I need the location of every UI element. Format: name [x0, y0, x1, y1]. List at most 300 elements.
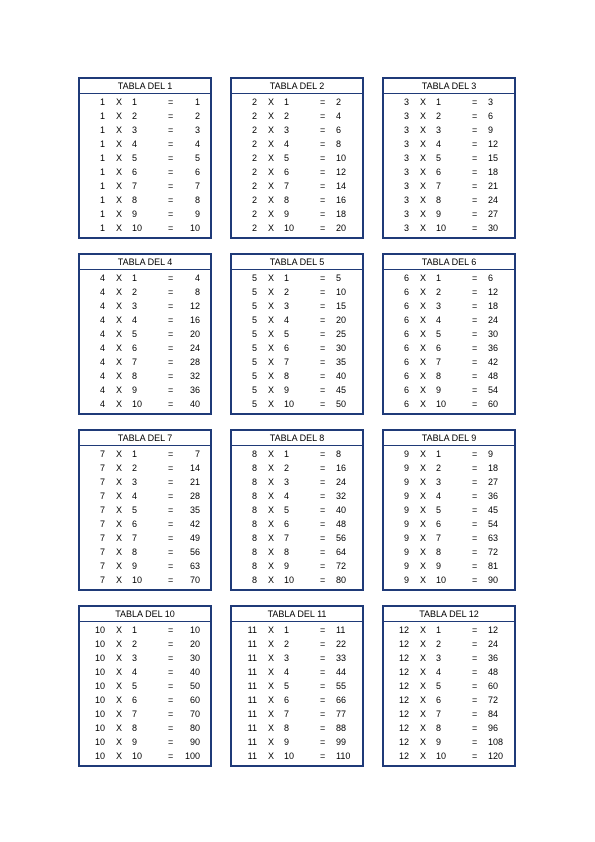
times-sign: X [268, 667, 275, 677]
times-sign: X [420, 547, 427, 557]
table-row [232, 707, 362, 721]
table-row [80, 735, 210, 749]
equals-sign: = [168, 167, 174, 177]
equals-sign: = [168, 301, 174, 311]
multiplicand: 4 [99, 385, 105, 395]
times-sign: X [420, 519, 427, 529]
multiplicand: 2 [251, 223, 257, 233]
product: 25 [336, 329, 347, 339]
multiplicand: 4 [99, 315, 105, 325]
equals-sign: = [472, 449, 478, 459]
product: 21 [488, 181, 499, 191]
equals-sign: = [168, 399, 174, 409]
table-row [80, 749, 210, 763]
table-row [384, 151, 514, 165]
multiplier: 9 [436, 737, 442, 747]
multiplier: 6 [436, 167, 442, 177]
multiplier: 9 [284, 737, 290, 747]
times-sign: X [268, 639, 275, 649]
multiplier: 3 [284, 653, 290, 663]
times-sign: X [268, 653, 275, 663]
table-row [232, 271, 362, 285]
equals-sign: = [168, 223, 174, 233]
times-sign: X [116, 653, 123, 663]
product: 18 [336, 209, 347, 219]
multiplier: 4 [436, 139, 442, 149]
times-sign: X [116, 491, 123, 501]
multiplier: 3 [132, 653, 138, 663]
product: 120 [488, 751, 504, 761]
multiplicand: 12 [398, 737, 409, 747]
table-row [384, 123, 514, 137]
equals-sign: = [320, 385, 326, 395]
equals-sign: = [320, 751, 326, 761]
product: 60 [488, 681, 499, 691]
table-row [384, 517, 514, 531]
product: 54 [488, 519, 499, 529]
multiplicand: 8 [251, 463, 257, 473]
multiplier: 4 [132, 491, 138, 501]
multiplier: 2 [284, 111, 290, 121]
multiplicand: 1 [99, 209, 105, 219]
table-row [232, 531, 362, 545]
equals-sign: = [472, 371, 478, 381]
multiplier: 10 [436, 751, 447, 761]
multiplicand: 7 [99, 491, 105, 501]
table-row [384, 179, 514, 193]
product: 6 [194, 167, 200, 177]
product: 55 [336, 681, 347, 691]
multiplier: 3 [436, 653, 442, 663]
multiplicand: 12 [398, 723, 409, 733]
times-sign: X [268, 561, 275, 571]
product: 15 [336, 301, 347, 311]
times-sign: X [420, 751, 427, 761]
times-sign: X [268, 449, 275, 459]
multiplier: 10 [284, 575, 295, 585]
multiplicand: 3 [403, 125, 409, 135]
table-row [232, 503, 362, 517]
times-sign: X [116, 195, 123, 205]
product: 10 [336, 287, 347, 297]
multiplier: 8 [284, 547, 290, 557]
multiplication-table [382, 77, 516, 239]
product: 9 [488, 125, 494, 135]
product: 81 [488, 561, 499, 571]
multiplicand: 7 [99, 505, 105, 515]
times-sign: X [268, 737, 275, 747]
table-row [384, 651, 514, 665]
equals-sign: = [168, 547, 174, 557]
product: 40 [189, 399, 200, 409]
equals-sign: = [168, 667, 174, 677]
multiplicand: 10 [94, 751, 105, 761]
table-row [80, 383, 210, 397]
table-row [80, 327, 210, 341]
product: 28 [189, 357, 200, 367]
multiplier: 2 [436, 287, 442, 297]
times-sign: X [116, 547, 123, 557]
times-sign: X [420, 399, 427, 409]
multiplicand: 7 [99, 449, 105, 459]
times-sign: X [116, 533, 123, 543]
table-row [232, 693, 362, 707]
times-sign: X [420, 681, 427, 691]
multiplicand: 8 [251, 491, 257, 501]
multiplication-table [382, 429, 516, 591]
table-row [80, 137, 210, 151]
equals-sign: = [472, 653, 478, 663]
multiplier: 7 [284, 533, 290, 543]
multiplier: 1 [436, 449, 442, 459]
equals-sign: = [168, 385, 174, 395]
multiplier: 1 [436, 97, 442, 107]
multiplicand: 3 [403, 139, 409, 149]
multiplicand: 7 [99, 561, 105, 571]
multiplier: 10 [284, 223, 295, 233]
table-title: TABLA DEL 10 [80, 607, 210, 622]
multiplicand: 2 [251, 111, 257, 121]
times-sign: X [116, 329, 123, 339]
multiplicand: 11 [247, 751, 257, 761]
times-sign: X [420, 709, 427, 719]
multiplier: 3 [132, 301, 138, 311]
multiplicand: 3 [403, 97, 409, 107]
equals-sign: = [168, 371, 174, 381]
equals-sign: = [320, 449, 326, 459]
equals-sign: = [168, 125, 174, 135]
multiplicand: 1 [99, 111, 105, 121]
multiplication-table [230, 77, 364, 239]
equals-sign: = [472, 399, 478, 409]
multiplicand: 1 [99, 195, 105, 205]
table-row [80, 397, 210, 411]
multiplicand: 10 [94, 653, 105, 663]
table-body [232, 446, 362, 589]
multiplicand: 11 [247, 625, 257, 635]
multiplicand: 6 [403, 343, 409, 353]
table-row [232, 369, 362, 383]
equals-sign: = [472, 519, 478, 529]
multiplicand: 11 [247, 723, 257, 733]
table-row [80, 271, 210, 285]
table-row [80, 707, 210, 721]
product: 36 [488, 343, 499, 353]
multiplicand: 1 [99, 223, 105, 233]
times-sign: X [420, 639, 427, 649]
multiplicand: 8 [251, 547, 257, 557]
multiplicand: 4 [99, 371, 105, 381]
table-row [384, 559, 514, 573]
multiplier: 4 [132, 667, 138, 677]
times-sign: X [268, 315, 275, 325]
product: 35 [336, 357, 347, 367]
multiplicand: 3 [403, 111, 409, 121]
equals-sign: = [320, 209, 326, 219]
multiplier: 8 [436, 195, 442, 205]
table-row [232, 651, 362, 665]
multiplier: 4 [436, 667, 442, 677]
table-row [80, 651, 210, 665]
multiplication-table [230, 429, 364, 591]
times-sign: X [268, 371, 275, 381]
product: 6 [488, 111, 494, 121]
table-row [384, 299, 514, 313]
multiplicand: 10 [94, 695, 105, 705]
times-sign: X [116, 287, 123, 297]
multiplicand: 5 [251, 371, 257, 381]
multiplier: 1 [132, 97, 138, 107]
product: 36 [189, 385, 200, 395]
equals-sign: = [472, 639, 478, 649]
times-sign: X [268, 209, 275, 219]
multiplicand: 6 [403, 357, 409, 367]
table-row [232, 749, 362, 763]
table-row [80, 95, 210, 109]
equals-sign: = [320, 625, 326, 635]
product: 70 [189, 575, 200, 585]
multiplicand: 12 [398, 639, 409, 649]
times-sign: X [420, 477, 427, 487]
multiplicand: 9 [403, 561, 409, 571]
product: 14 [189, 463, 200, 473]
equals-sign: = [472, 223, 478, 233]
equals-sign: = [320, 723, 326, 733]
multiplier: 2 [284, 639, 290, 649]
equals-sign: = [472, 463, 478, 473]
table-row [80, 221, 210, 235]
product: 100 [184, 751, 200, 761]
multiplier: 7 [436, 181, 442, 191]
multiplier: 2 [436, 111, 442, 121]
table-row [384, 221, 514, 235]
equals-sign: = [168, 343, 174, 353]
times-sign: X [420, 223, 427, 233]
times-sign: X [420, 301, 427, 311]
times-sign: X [116, 681, 123, 691]
table-row [232, 313, 362, 327]
equals-sign: = [168, 111, 174, 121]
equals-sign: = [472, 491, 478, 501]
multiplicand: 2 [251, 167, 257, 177]
equals-sign: = [472, 751, 478, 761]
table-row [384, 665, 514, 679]
times-sign: X [268, 385, 275, 395]
times-sign: X [268, 505, 275, 515]
times-sign: X [420, 139, 427, 149]
times-sign: X [268, 695, 275, 705]
table-row [80, 165, 210, 179]
multiplier: 8 [284, 371, 290, 381]
table-row [80, 559, 210, 573]
product: 15 [488, 153, 499, 163]
multiplier: 7 [284, 709, 290, 719]
multiplicand: 5 [251, 301, 257, 311]
table-title: TABLA DEL 7 [80, 431, 210, 446]
times-sign: X [268, 167, 275, 177]
multiplicand: 4 [99, 343, 105, 353]
product: 45 [336, 385, 347, 395]
multiplier: 3 [132, 125, 138, 135]
times-sign: X [116, 315, 123, 325]
times-sign: X [420, 97, 427, 107]
product: 40 [336, 371, 347, 381]
equals-sign: = [168, 97, 174, 107]
equals-sign: = [320, 653, 326, 663]
table-row [80, 489, 210, 503]
multiplicand: 10 [94, 681, 105, 691]
times-sign: X [420, 209, 427, 219]
multiplier: 4 [436, 491, 442, 501]
product: 27 [488, 209, 499, 219]
multiplicand: 12 [398, 653, 409, 663]
product: 11 [336, 625, 346, 635]
product: 88 [336, 723, 347, 733]
equals-sign: = [320, 463, 326, 473]
multiplicand: 4 [99, 399, 105, 409]
times-sign: X [268, 547, 275, 557]
multiplicand: 2 [251, 153, 257, 163]
multiplicand: 8 [251, 449, 257, 459]
multiplicand: 10 [94, 709, 105, 719]
product: 16 [189, 315, 200, 325]
multiplicand: 9 [403, 575, 409, 585]
times-sign: X [116, 385, 123, 395]
table-row [232, 489, 362, 503]
table-row [232, 299, 362, 313]
equals-sign: = [320, 111, 326, 121]
multiplier: 1 [436, 273, 442, 283]
multiplier: 3 [284, 125, 290, 135]
multiplier: 8 [284, 195, 290, 205]
multiplier: 10 [436, 399, 447, 409]
multiplier: 5 [436, 329, 442, 339]
table-row [384, 109, 514, 123]
times-sign: X [268, 195, 275, 205]
multiplication-table [230, 605, 364, 767]
times-sign: X [420, 385, 427, 395]
equals-sign: = [168, 153, 174, 163]
multiplier: 4 [284, 667, 290, 677]
table-row [384, 193, 514, 207]
multiplier: 8 [436, 547, 442, 557]
multiplicand: 6 [403, 399, 409, 409]
equals-sign: = [472, 505, 478, 515]
table-row [232, 193, 362, 207]
times-sign: X [268, 111, 275, 121]
product: 18 [488, 463, 499, 473]
equals-sign: = [472, 273, 478, 283]
table-row [232, 95, 362, 109]
equals-sign: = [168, 287, 174, 297]
multiplier: 4 [284, 491, 290, 501]
multiplicand: 8 [251, 477, 257, 487]
multiplier: 8 [132, 723, 138, 733]
times-sign: X [420, 575, 427, 585]
times-sign: X [420, 667, 427, 677]
table-row [80, 679, 210, 693]
equals-sign: = [472, 575, 478, 585]
product: 80 [189, 723, 200, 733]
product: 6 [488, 273, 494, 283]
table-row [384, 489, 514, 503]
times-sign: X [116, 153, 123, 163]
multiplicand: 2 [251, 209, 257, 219]
multiplier: 1 [284, 97, 290, 107]
equals-sign: = [168, 561, 174, 571]
multiplicand: 7 [99, 519, 105, 529]
equals-sign: = [320, 519, 326, 529]
table-body [384, 94, 514, 237]
table-row [384, 693, 514, 707]
product: 30 [189, 653, 200, 663]
equals-sign: = [168, 695, 174, 705]
equals-sign: = [320, 153, 326, 163]
table-title: TABLA DEL 8 [232, 431, 362, 446]
product: 1 [194, 97, 200, 107]
equals-sign: = [472, 667, 478, 677]
times-sign: X [268, 97, 275, 107]
table-row [232, 447, 362, 461]
table-row [80, 503, 210, 517]
table-row [232, 221, 362, 235]
table-row [232, 545, 362, 559]
multiplicand: 6 [403, 287, 409, 297]
multiplier: 5 [132, 153, 138, 163]
table-body [80, 270, 210, 413]
product: 49 [189, 533, 200, 543]
table-row [80, 531, 210, 545]
table-row [80, 721, 210, 735]
multiplier: 6 [436, 695, 442, 705]
multiplicand: 10 [94, 667, 105, 677]
product: 42 [189, 519, 200, 529]
multiplicand: 2 [251, 195, 257, 205]
multiplicand: 4 [99, 329, 105, 339]
equals-sign: = [472, 125, 478, 135]
times-sign: X [268, 491, 275, 501]
product: 9 [488, 449, 494, 459]
table-row [80, 475, 210, 489]
times-sign: X [420, 449, 427, 459]
table-row [384, 447, 514, 461]
multiplier: 9 [132, 561, 138, 571]
times-sign: X [420, 195, 427, 205]
equals-sign: = [168, 751, 174, 761]
equals-sign: = [168, 195, 174, 205]
product: 20 [189, 329, 200, 339]
equals-sign: = [472, 195, 478, 205]
product: 90 [189, 737, 200, 747]
multiplicand: 5 [251, 315, 257, 325]
equals-sign: = [472, 181, 478, 191]
multiplier: 2 [132, 639, 138, 649]
multiplier: 9 [436, 385, 442, 395]
table-row [80, 109, 210, 123]
multiplicand: 11 [247, 639, 257, 649]
times-sign: X [116, 301, 123, 311]
product: 110 [336, 751, 351, 761]
multiplier: 10 [132, 575, 143, 585]
product: 12 [488, 287, 499, 297]
table-row [384, 461, 514, 475]
equals-sign: = [320, 181, 326, 191]
multiplier: 10 [436, 223, 447, 233]
product: 63 [488, 533, 499, 543]
multiplier: 9 [132, 209, 138, 219]
product: 24 [336, 477, 347, 487]
table-row [384, 355, 514, 369]
